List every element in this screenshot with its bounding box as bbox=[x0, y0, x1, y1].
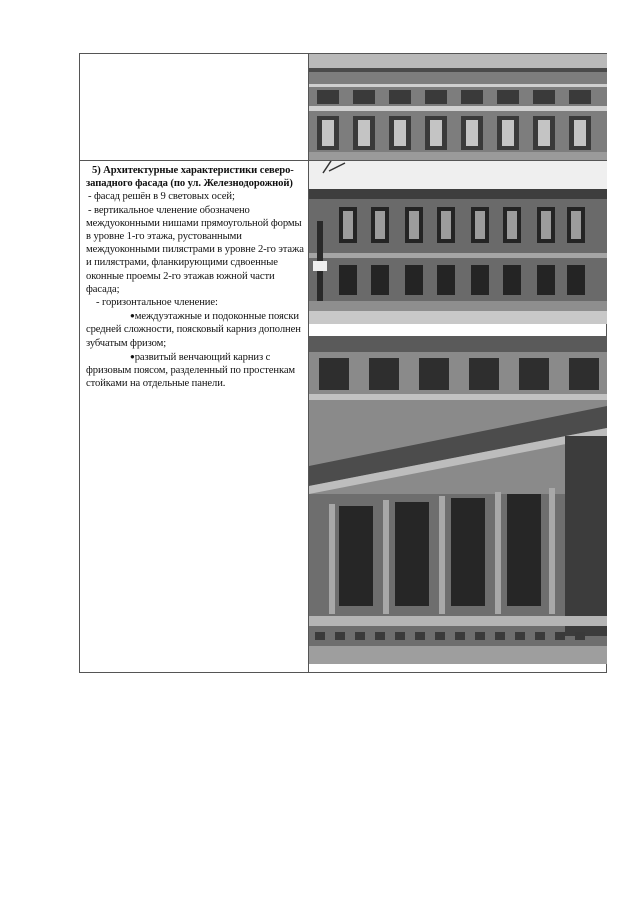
list-item: - вертикальное членение обозначено междуоконными нишами прямоугольной формы в уровне 1-го этажа, рустованными междуоконными пилястрами в уровне 2-го этажа и пилястрами, фланкирующими сдвоенные оконные проемы 2-го этажав южной части фасада; bbox=[86, 204, 304, 295]
facade-photo-general bbox=[309, 161, 607, 324]
bullet-icon: ● bbox=[130, 311, 135, 321]
bullet-text: междуэтажные и подоконные пояски средней сложности, поясковый карниз дополнен зубчатым фризом; bbox=[86, 311, 301, 349]
facade-photo-top bbox=[309, 54, 607, 160]
facade-photo-detail bbox=[309, 336, 607, 664]
list-item: - горизонтальное членение: bbox=[96, 297, 218, 309]
section-heading: 5) Архитектурные характеристики северо-западного фасада (по ул. Железнодорожной) bbox=[86, 165, 294, 190]
bullet-text: развитый венчающий карниз с фризовым поясом, разделенный по простенкам стойками на отдельные панели. bbox=[86, 351, 296, 390]
list-item: - фасад решён в 9 световых осей; bbox=[88, 191, 235, 203]
bullet-item bbox=[86, 309, 304, 350]
description-text bbox=[86, 164, 304, 390]
description-table bbox=[79, 53, 607, 673]
bullet-icon: ● bbox=[130, 351, 135, 361]
bullet-item bbox=[86, 350, 304, 391]
